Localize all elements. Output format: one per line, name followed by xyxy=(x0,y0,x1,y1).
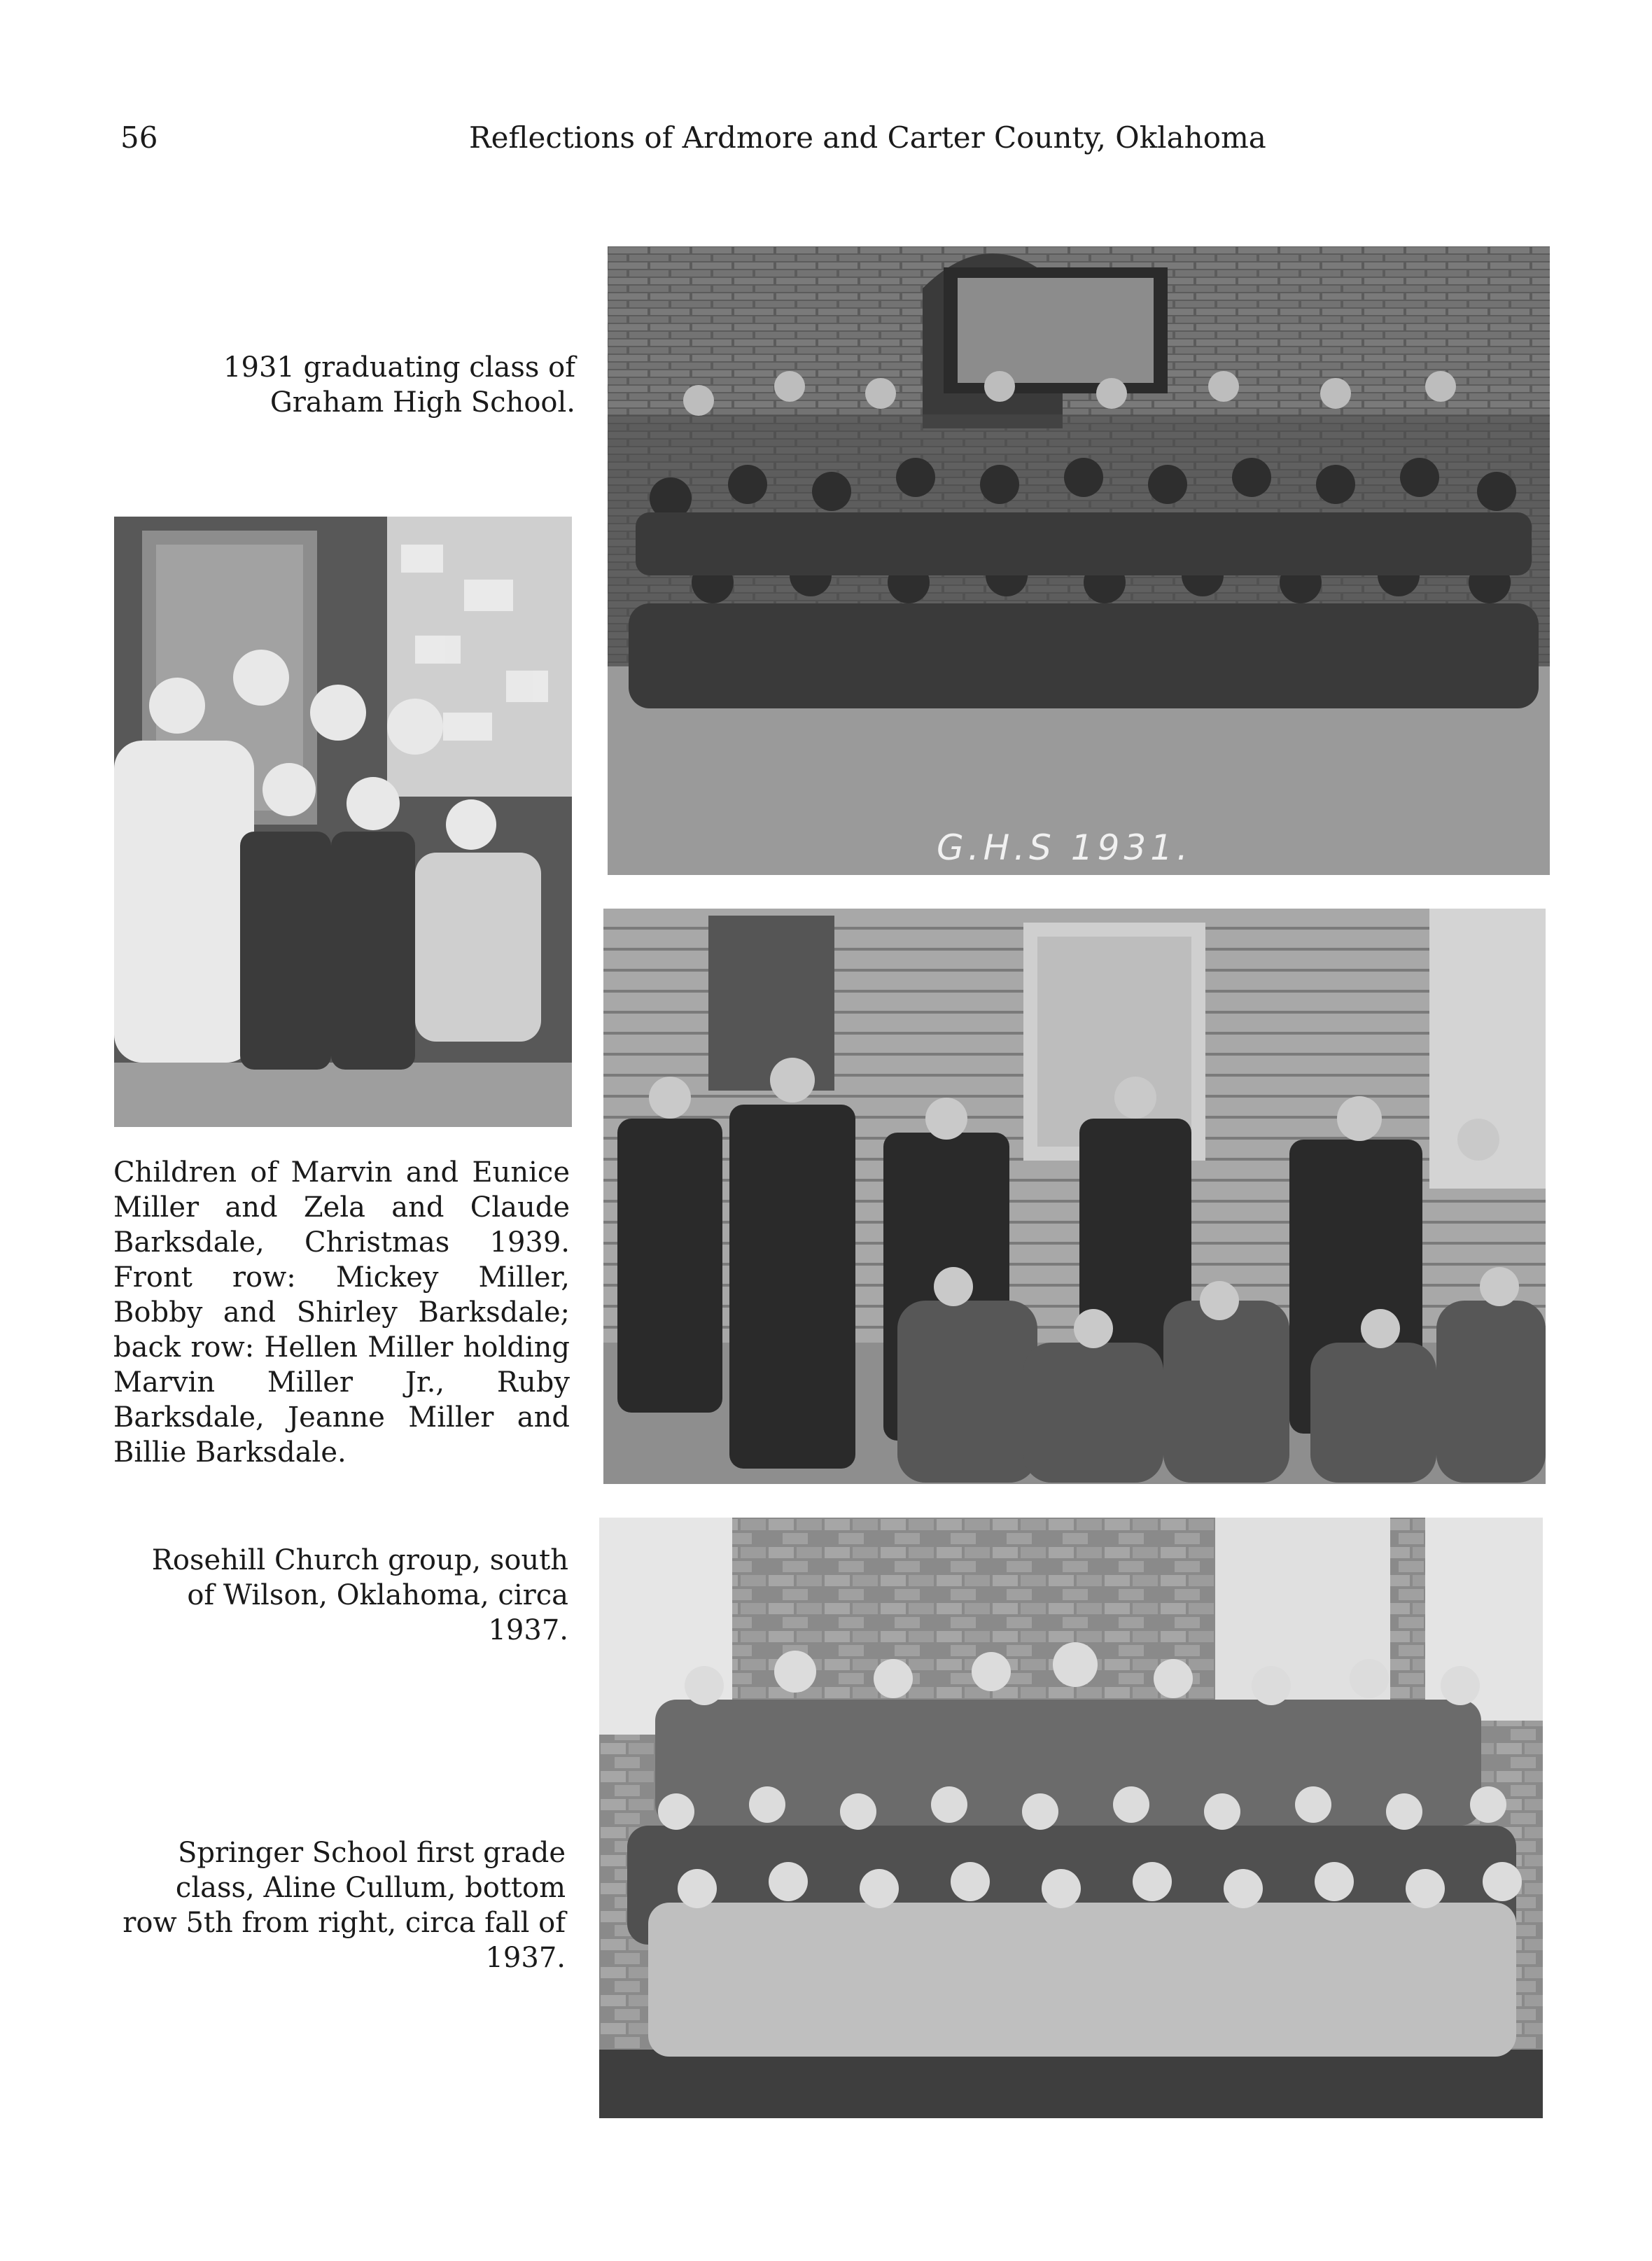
photo-springer-school-class xyxy=(599,1518,1543,2118)
photo-christmas-1939-children xyxy=(114,517,572,1127)
caption-graham-class: 1931 graduating class of Graham High School. xyxy=(223,351,575,419)
photo-graham-high-school-1931 xyxy=(608,246,1550,875)
page-number: 56 xyxy=(120,120,158,155)
caption-springer-school: Springer School first grade class, Aline Cullum, bottom row 5th from right, circa fall of 1937. xyxy=(122,1837,566,1974)
caption-christmas-children: Children of Marvin and Eunice Miller and Zela and Claude Barksdale, Christmas 1939. Front row: Mickey Miller, Bobby and Shirley Barksdale; back row: Hellen Miller holding Marvin Miller Jr., Ruby Barksdale, Jeanne Miller and Billie Barksdale. xyxy=(113,1156,570,1469)
christmas-photo-illustration xyxy=(114,517,572,1127)
running-head: Reflections of Ardmore and Carter County, Oklahoma xyxy=(469,120,1266,155)
springer-photo-illustration xyxy=(599,1518,1543,2118)
caption-rosehill-church: Rosehill Church group, south of Wilson, Oklahoma, circa 1937. xyxy=(151,1544,568,1646)
rosehill-photo-illustration xyxy=(603,909,1546,1484)
photo-handwriting: G.H.S 1931. xyxy=(937,827,1192,868)
photo-rosehill-church-group xyxy=(603,909,1546,1484)
graham-photo-illustration xyxy=(608,246,1550,875)
